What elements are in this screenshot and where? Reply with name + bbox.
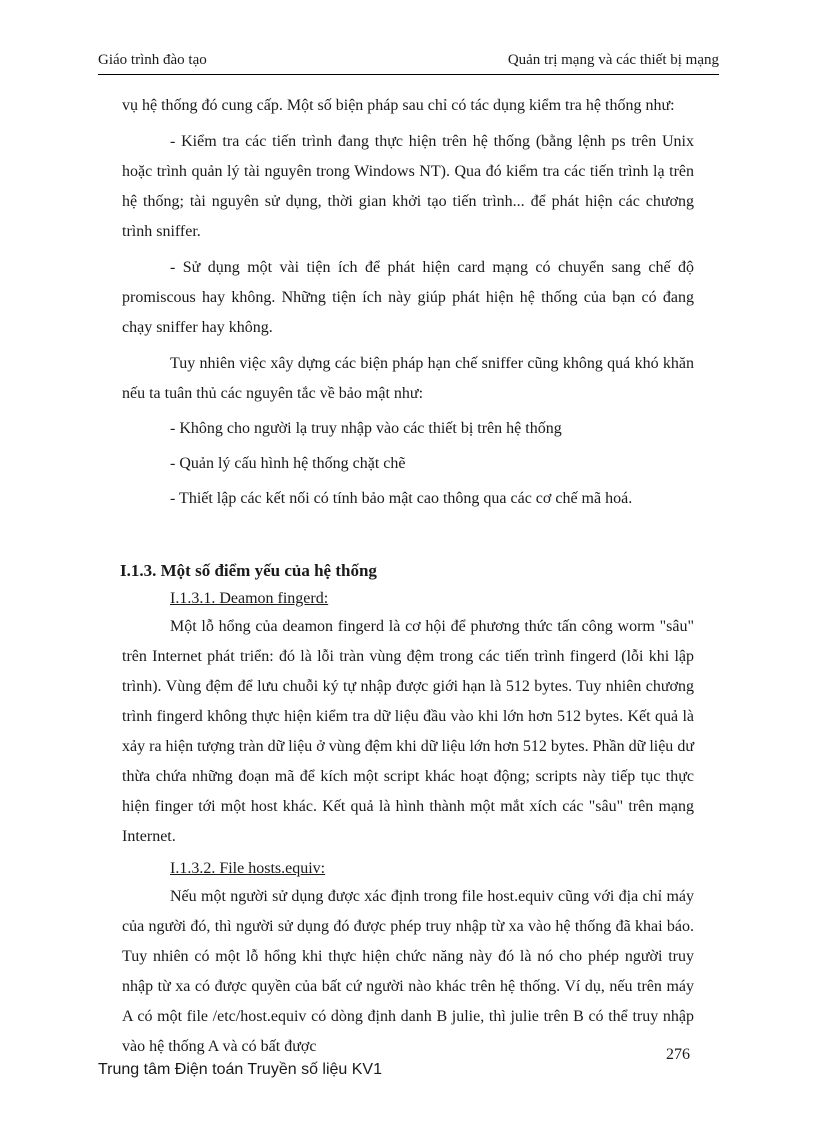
check-process-paragraph: - Kiểm tra các tiến trình đang thực hiện trên hệ thống (bằng lệnh ps trên Unix hoặc trình quản lý tài nguyên trong Windows NT). Qua đó kiểm tra các tiến trình lạ trên hệ thống; tài nguyên sử dụng, thời gian khởi tạo tiến trình... để phát hiện các chương trình sniffer. xyxy=(122,133,694,240)
intro-paragraph: vụ hệ thống đó cung cấp. Một số biện pháp sau chỉ có tác dụng kiểm tra hệ thống như: xyxy=(122,97,675,114)
however-paragraph: Tuy nhiên việc xây dựng các biện pháp hạn chế sniffer cũng không quá khó khăn nếu ta tuân thủ các nguyên tắc về bảo mật như: xyxy=(122,355,694,402)
header-title-right: Quản trị mạng và các thiết bị mạng xyxy=(507,52,719,68)
fingerd-paragraph: Một lỗ hổng của deamon fingerd là cơ hội để phương thức tấn công worm "sâu" trên Internet phát triển: đó là lỗi tràn vùng đệm trong các tiến trình fingerd (lỗi khi lập trình). Vùng đệm để lưu chuỗi ký tự nhập được giới hạn là 512 bytes. Tuy nhiên chương trình fingerd không thực hiện kiểm tra dữ liệu đầu vào khi lớn hơn 512 bytes. Kết quả là xảy ra hiện tượng tràn dữ liệu ở vùng đệm khi dữ liệu lớn hơn 512 bytes. Phần dữ liệu dư thừa chứa những đoạn mã để kích một script khác hoạt động; scripts này tiếp tục thực hiện finger tới một host khác. Kết quả là hình thành một mắt xích các "sâu" trên mạng Internet. xyxy=(122,618,694,845)
utilities-paragraph: - Sử dụng một vài tiện ích để phát hiện card mạng có chuyển sang chế độ promiscous hay không. Những tiện ích này giúp phát hiện hệ thống của bạn có đang chạy sniffer hay không. xyxy=(122,259,694,336)
footer-text: Trung tâm Điện toán Truyền số liệu KV1 xyxy=(98,1061,382,1078)
section-heading: I.1.3. Một số điểm yếu của hệ thống xyxy=(120,561,377,580)
list-item: - Không cho người lạ truy nhập vào các thiết bị trên hệ thống xyxy=(170,420,562,437)
list-item: - Thiết lập các kết nối có tính bảo mật cao thông qua các cơ chế mã hoá. xyxy=(170,490,633,507)
page-number: 276 xyxy=(666,1046,690,1063)
page-body xyxy=(122,91,694,1062)
subsection-heading-hosts-equiv: I.1.3.2. File hosts.equiv: xyxy=(170,860,326,877)
subsection-heading-fingerd: I.1.3.1. Deamon fingerd: xyxy=(170,590,329,607)
header-title-left: Giáo trình đào tạo xyxy=(98,52,207,68)
hosts-equiv-paragraph: Nếu một người sử dụng được xác định trong file host.equiv cũng với địa chỉ máy của người đó, thì người sử dụng đó được phép truy nhập từ xa vào hệ thống đã khai báo. Tuy nhiên có một lỗ hổng khi thực hiện chức năng này đó là nó cho phép người truy nhập từ xa có được quyền của bất cứ người nào khác trên hệ thống. Ví dụ, nếu trên máy A có một file /etc/host.equiv có dòng định danh B julie, thì julie trên B có thể truy nhập vào hệ thống A và có bất được xyxy=(122,888,694,1055)
header-divider xyxy=(98,74,719,75)
list-item: - Quản lý cấu hình hệ thống chặt chẽ xyxy=(170,455,406,472)
